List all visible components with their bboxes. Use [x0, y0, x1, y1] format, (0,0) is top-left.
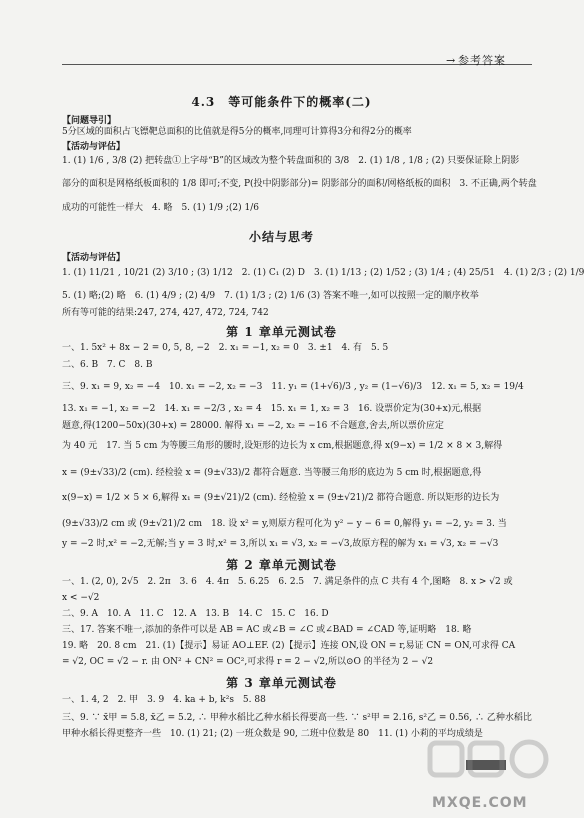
eval-label-summary: 【活动与评估】	[62, 253, 126, 263]
section-title-ch3: 第 3 章单元测试卷	[226, 676, 337, 690]
answer-line: (9±√33)/2 cm 或 (9±√21)/2 cm 18. 设 x² = y,则原方程可化为 y² − y − 6 = 0,解得 y₁ = −2, y₂ = 3. 当	[62, 519, 507, 529]
answer-line: 一、1. 4, 2 2. 甲 3. 9 4. ka + b, k²s 5. 88	[62, 695, 266, 705]
answer-line: 三、9. x₁ = 9, x₂ = −4 10. x₁ = −2, x₂ = −3 11. y₁ = (1+√6)/3 , y₂ = (1−√6)/3 12. x₁ = 5, x₂ = 19/4	[62, 382, 524, 392]
guide-text: 5分区域的面积占飞镖靶总面积的比值就是得5分的概率,同理可计算得3分和得2分的概率	[62, 127, 412, 137]
header-label: 参考答案	[458, 54, 506, 67]
answer-line: 三、9. ∵ x̄甲 = 5.8, x̄乙 = 5.2, ∴ 甲种水稻比乙种水稻长得要高一些. ∵ s²甲 = 2.16, s²乙 = 0.56, ∴ 乙种水稻比	[62, 713, 532, 723]
section-title-summary: 小结与思考	[248, 230, 314, 244]
answer-line: 一、1. (2, 0), 2√5 2. 2π 3. 6 4. 4π 5. 6.25 6. 2.5 7. 满足条件的点 C 共有 4 个,图略 8. x > √2 或	[62, 577, 513, 587]
answer-line: 甲种水稻长得更整齐一些 10. (1) 21; (2) 一班众数是 90, 二班中位数是 80 11. (1) 小莉的平均成绩是	[62, 729, 483, 739]
answer-line: y = −2 时,x² = −2,无解;当 y = 3 时,x² = 3,所以 x₁ = √3, x₂ = −√3,故原方程的解为 x₁ = √3, x₂ = −√3	[62, 539, 499, 549]
answer-line: 题意,得(1200−50x)(30+x) = 28000. 解得 x₁ = −2, x₂ = −16 不合题意,舍去,所以票价应定	[62, 421, 444, 431]
answer-line: 二、6. B 7. C 8. B	[62, 360, 153, 370]
section-title-4-3: 4.3 等可能条件下的概率(二)	[191, 95, 372, 109]
answer-line: x(9−x) = 1/2 × 5 × 6,解得 x₁ = (9±√21)/2 (cm). 经检验 x = (9±√21)/2 都符合题意. 所以矩形的边长为	[62, 493, 500, 503]
answer-line: 二、9. A 10. A 11. C 12. A 13. B 14. C 15. C 16. D	[62, 609, 329, 619]
answer-line: x < −√2	[62, 593, 100, 603]
answer-line: 19. 略 20. 8 cm 21. (1)【提示】易证 AO⊥EF. (2)【提示】连接 ON,设 ON = r,易证 CN = ON,可求得 CA	[62, 641, 516, 651]
eval-label-4-3: 【活动与评估】	[62, 142, 126, 152]
answer-line: 13. x₁ = −1, x₂ = −2 14. x₁ = −2/3 , x₂ = 4 15. x₁ = 1, x₂ = 3 16. 设票价定为(30+x)元,根据	[62, 404, 482, 414]
header-arrow-icon: →	[446, 54, 456, 67]
answer-line: 成功的可能性一样大 4. 略 5. (1) 1/9 ;(2) 1/6	[62, 203, 259, 213]
answer-line: 三、17. 答案不唯一,添加的条件可以是 AB = AC 或∠B = ∠C 或∠BAD = ∠CAD 等,证明略 18. 略	[62, 625, 472, 635]
section-title-ch1: 第 1 章单元测试卷	[226, 325, 337, 339]
answer-line: 1. (1) 11/21 , 10/21 (2) 3/10 ; (3) 1/12 2. (1) C₁ (2) D 3. (1) 1/13 ; (2) 1/52 ; (3) 1/4 ; (4) 25/51 4. (1) 2/3 ; (2) 1/9	[62, 268, 584, 278]
answer-line: x = (9±√33)/2 (cm). 经检验 x = (9±√33)/2 都符合题意. 当等腰三角形的底边为 5 cm 时,根据题意,得	[62, 468, 482, 478]
answer-line: 5. (1) 略;(2) 略 6. (1) 4/9 ; (2) 4/9 7. (1) 1/3 ; (2) 1/6 (3) 答案不唯一,如可以按照一定的顺序枚举	[62, 291, 479, 301]
answer-line: = √2, OC = √2 − r. 由 ON² + CN² = OC²,可求得 r = 2 − √2,所以⊙O 的半径为 2 − √2	[62, 657, 434, 667]
watermark-text: MXQE.COM	[432, 795, 528, 811]
answer-line: 一、1. 5x² + 8x − 2 = 0, 5, 8, −2 2. x₁ = −1, x₂ = 0 3. ±1 4. 有 5. 5	[62, 343, 389, 353]
answer-line: 所有等可能的结果:247, 274, 427, 472, 724, 742	[62, 308, 269, 318]
answer-line: 为 40 元 17. 当 5 cm 为等腰三角形的腰时,设矩形的边长为 x cm,根据题意,得 x(9−x) = 1/2 × 8 × 3,解得	[62, 441, 503, 451]
section-title-ch2: 第 2 章单元测试卷	[226, 558, 337, 572]
answer-line: 部分的面积是网格纸板面积的 1/8 即可;不变, P(投中阴影部分)= 阴影部分的面积/网格纸板的面积 3. 不正确,两个转盘	[62, 179, 537, 189]
guide-label: 【问题导引】	[62, 116, 117, 126]
answer-line: 1. (1) 1/6 , 3/8 (2) 把转盘①上字母“B”的区域改为整个转盘面积的 3/8 2. (1) 1/8 , 1/8 ; (2) 只要保证除上阴影	[62, 156, 520, 166]
